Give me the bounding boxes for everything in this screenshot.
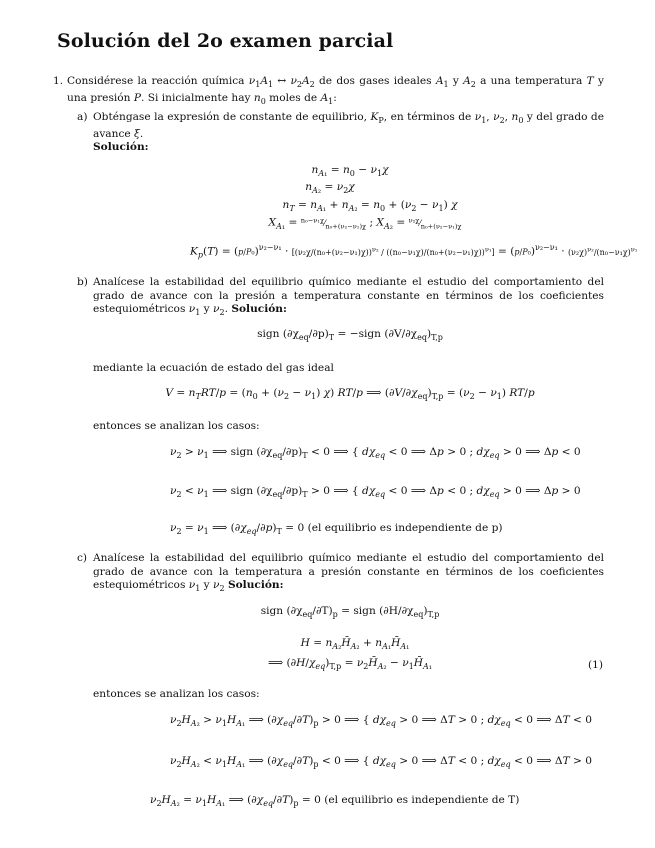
part-c-solution-label: Solución: [227, 579, 284, 591]
eq-a3: $n_T = n_{A_1} + n_{A_2} = n_0 + (\nu_2 - \nu_1)$ χ [282, 199, 458, 214]
part-b-text-3: entonces se analizan los casos: [93, 420, 260, 432]
part-b-text: Analícese la estabilidad del equilibrio químico mediante el estudio del comportamiento del grado de avance con la presión a temperatura constante en términos de los coeficientes estequiométricos $\nu_1$ y $\nu_2$. Solución: [93, 276, 604, 318]
part-a-solution-label: Solución: [93, 141, 149, 154]
eq-c-case-3: $\nu_2H_{A_2} = \nu_1H_{A_1}$ ⟹ $(\partial\chi_{eq}/\partial T)_p = 0$ (el equilibrio es independiente de T) [150, 794, 520, 809]
eq-c-case-2: $\nu_2H_{A_2} < \nu_1H_{A_1}$ ⟹ $(\partial\chi_{eq}/\partial T)_p < 0$ ⟹ { $d\chi_{eq} > 0$ ⟹ ΔT < 0 ; $d\chi_{eq} < 0$ ⟹ ΔT > 0 [170, 755, 593, 770]
part-c-text: Analícese la estabilidad del equilibrio químico mediante el estudio del comportamiento del grado de avance con la temperatura a presión constante en términos de los coeficientes estequiométricos $\nu_1$ y $\nu_2$ Solución: [93, 552, 604, 594]
eq-c3: ⟹ $(\partial H/\chi_{eq})_{T,p}$ = $\nu_2H̄_{A_2}$ − $\nu_1H̄_{A_1}$ [267, 657, 433, 672]
page-title: Solución del 2o examen parcial [57, 30, 394, 52]
eq-a2: $n_{A_2} = \nu_2\chi$ [305, 181, 355, 196]
part-b-solution-label: Solución: [231, 303, 287, 315]
part-b-text-2: mediante la ecuación de estado del gas ideal [93, 362, 334, 374]
part-c-label: c) [77, 552, 88, 564]
eq-c-case-1: $\nu_2H_{A_2} > \nu_1H_{A_1}$ ⟹ $(\partial\chi_{eq}/\partial T)_p > 0$ ⟹ { $d\chi_{eq} > 0$ ⟹ ΔT > 0 ; $d\chi_{eq} < 0$ ⟹ ΔT < 0 [170, 714, 593, 729]
part-a-label: a) [77, 111, 88, 123]
part-b-label: b) [77, 276, 88, 288]
eq-b-case-2: $\nu_2 < \nu_1$ ⟹ sign $(\partial\chi_{eq}/\partial p)_T > 0$ ⟹ { $d\chi_{eq} < 0$ ⟹ Δp < 0 ; $d\chi_{eq} > 0$ ⟹ Δp > 0 [170, 485, 581, 500]
eq-b-case-1: $\nu_2 > \nu_1$ ⟹ sign $(\partial\chi_{eq}/\partial p)_T < 0$ ⟹ { $d\chi_{eq} < 0$ ⟹ Δp > 0 ; $d\chi_{eq} > 0$ ⟹ Δp < 0 [170, 446, 581, 461]
eq-b1: sign $(\partial\chi_{eq}/\partial p)_T$ = −sign $(\partial V/\partial\chi_{eq})_{T,p}$ [257, 328, 443, 343]
eq-a4: $X_{A_1}$ = $^{n_0-\nu_1\chi}⁄_{n_0+(\nu_2-\nu_1)\chi}$ ; $X_{A_2}$ = $^{\nu_2\chi}⁄_{n_0+(\nu_2-\nu_1)\chi}$ [268, 216, 462, 231]
eq-c2: $H = n_{A_2}H̄_{A_2}$ + $n_{A_1}H̄_{A_1}$ [300, 637, 410, 652]
question-1-text: Considérese la reacción química $\nu_1A_1$ ↔ $\nu_2A_2$ de dos gases ideales $A_1$ y $A_2$ a una temperatura T y una presión P. Si inicialmente hay $n_0$ moles de $A_1$: [67, 75, 604, 106]
part-a-text: Obténgase la expresión de constante de equilibrio, $K_P$, en términos de $\nu_1$, $\nu_2$, $n_0$ y del grado de avance ξ. Solución: [93, 111, 604, 154]
eq-a1: $n_{A_1} = n_0 - \nu_1\chi$ [311, 164, 389, 179]
eq-a5: $K_p(T) = (p/P_0)^{\nu_2-\nu_1} \cdot [(\nu_2\chi/(n_0+(\nu_2-\nu_1)\chi))^{\nu_2} / ((n_0-\nu_1\chi)/(n_0+(\nu_2-\nu_1)\chi))^{\nu_1}] = (p/P_0)^{\nu_2-\nu_1} \cdot (\nu_2\chi)^{\nu_2}/(n_0-\nu_1\chi)^{\nu_1}$ [190, 243, 638, 260]
question-number: 1. [53, 75, 64, 87]
eq-b2: $V = n_TRT/p = (n_0 + (\nu_2 - \nu_1)$ χ) RT/p ⟹ $(\partial V/\partial\chi_{eq})_{T,p} = (\nu_2 - \nu_1)$ RT/p [165, 387, 535, 402]
eq-b-case-3: $\nu_2 = \nu_1$ ⟹ $(\partial\chi_{eq}/\partial p)_T = 0$ (el equilibrio es independiente de p) [170, 522, 503, 537]
equation-number: (1) [587, 659, 603, 671]
part-c-text-2: entonces se analizan los casos: [93, 688, 260, 700]
eq-c-case-3-note: (el equilibrio es independiente de T) [324, 794, 520, 806]
eq-c1: sign $(\partial\chi_{eq}/\partial T)_p$ = sign $(\partial H/\partial\chi_{eq})_{T,p}$ [260, 605, 440, 620]
eq-b-case-3-note: (el equilibrio es independiente de p) [307, 522, 503, 534]
